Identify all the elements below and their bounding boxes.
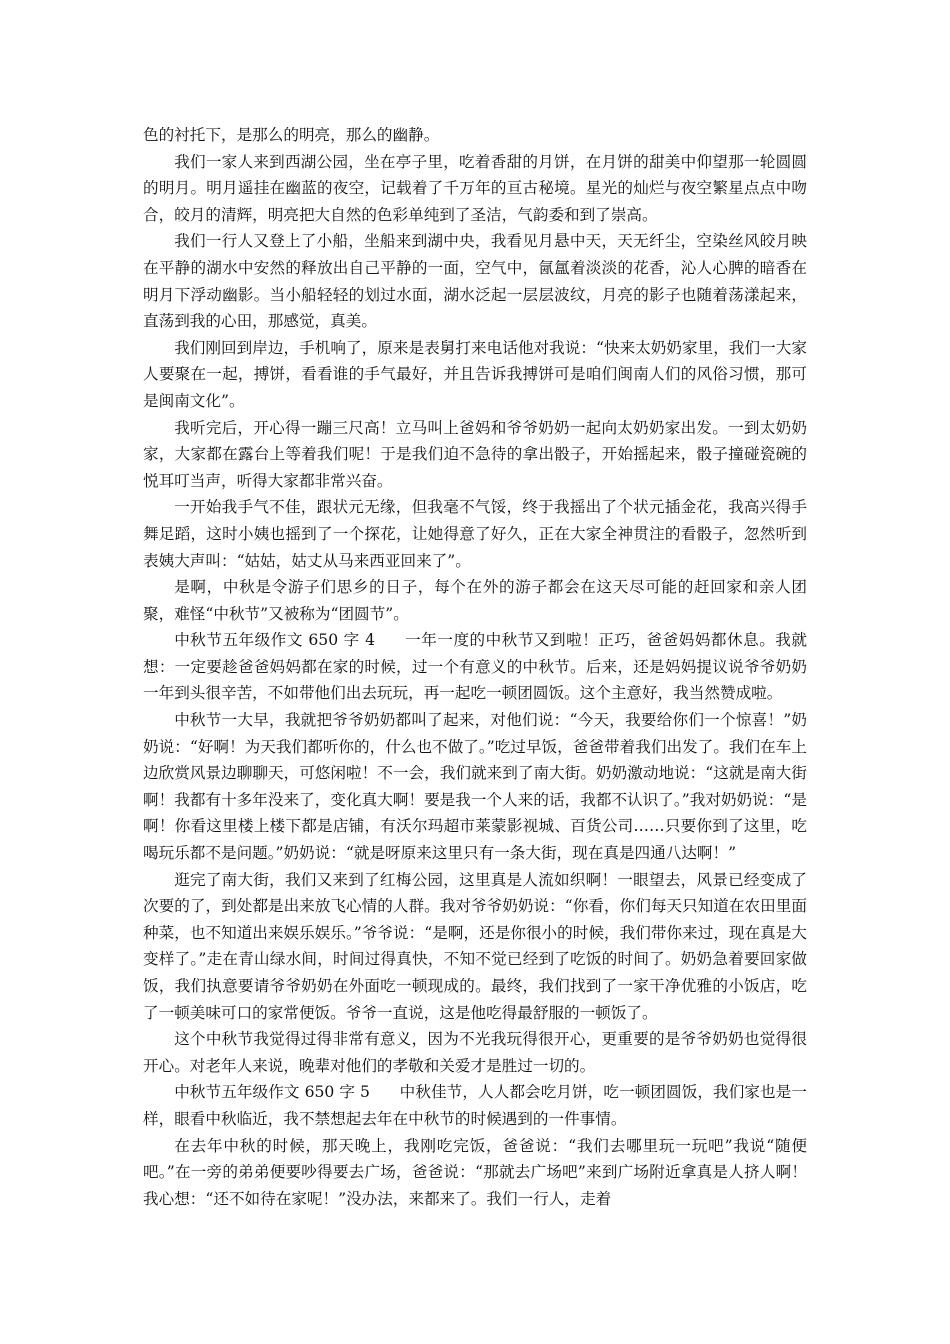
paragraph: 我们刚回到岸边，手机响了，原来是表舅打来电话他对我说：“快来太奶奶家里，我们一大家人要聚在一起，搏饼，看看谁的手气最好，并且告诉我搏饼可是咱们闽南人们的风俗习惯，那可是闽南文化”。 — [143, 338, 807, 410]
paragraph: 我们一家人来到西湖公园，坐在亭子里，吃着香甜的月饼，在月饼的甜美中仰望那一轮圆圆的明月。明月遥挂在幽蓝的夜空，记载着了千万年的亘古秘境。星光的灿烂与夜空繁星点点中吻合，皎月的清辉，明亮把大自然的色彩单纯到了圣洁，气韵委和到了崇高。 — [143, 152, 807, 224]
paragraph-with-heading — [143, 1079, 807, 1132]
essay-heading: 中秋节五年级作文 650 字 5 — [174, 1083, 370, 1102]
document-page — [143, 122, 807, 1212]
paragraph: 这个中秋节我觉得过得非常有意义，因为不光我玩得很开心，更重要的是爷爷奶奶也觉得很开心。对老年人来说，晚辈对他们的孝敬和关爱才是胜过一切的。 — [143, 1030, 807, 1075]
paragraph-text: 一年一度的中秋节又到啦！正巧，爸爸妈妈都休息。我就想：一定要趁爸爸妈妈都在家的时候，过一个有意义的中秋节。后来，还是妈妈提议说爷爷奶奶一年到头很辛苦，不如带他们出去玩玩，再一起吃一顿团圆饭。这个主意好，我当然赞成啦。 — [143, 631, 807, 703]
paragraph: 在去年中秋的时候，那天晚上，我刚吃完饭，爸爸说：“我们去哪里玩一玩吧”我说“随便吧。”在一旁的弟弟便要吵得要去广场，爸爸说：“那就去广场吧”来到广场附近拿真是人挤人啊！我心想：“还不如待在家呢！”没办法，来都来了。我们一行人，走着 — [143, 1136, 807, 1208]
paragraph: 是啊，中秋是令游子们思乡的日子，每个在外的游子都会在这天尽可能的赶回家和亲人团聚，难怪“中秋节”又被称为“团圆节”。 — [143, 578, 807, 623]
paragraph-with-heading — [143, 627, 807, 707]
paragraph: 色的衬托下，是那么的明亮，那么的幽静。 — [143, 126, 440, 144]
paragraph: 逛完了南大街，我们又来到了红梅公园，这里真是人流如织啊！一眼望去，风景已经变成了次要的了，到处都是出来放飞心情的人群。我对爷爷奶奶说：“你看，你们每天只知道在农田里面种菜，也不知道出来娱乐娱乐。”爷爷说：“是啊，还是你很小的时候，我们带你来过，现在真是大变样了。”走在青山绿水间，时间过得真快，不知不觉已经到了吃饭的时间了。奶奶急着要回家做饭，我们执意要请爷爷奶奶在外面吃一顿现成的。最终，我们找到了一家干净优雅的小饭店，吃了一顿美味可口的家常便饭。爷爷一直说，这是他吃得最舒服的一顿饭了。 — [143, 870, 807, 1022]
paragraph: 我们一行人又登上了小船，坐船来到湖中央，我看见月悬中天，天无纤尘，空染丝风皎月映在平静的湖水中安然的释放出自己平静的一面，空气中，氤氲着淡淡的花香，沁人心脾的暗香在明月下浮动幽影。当小船轻轻的划过水面，湖水泛起一层层波纹，月亮的影子也随着荡漾起来，直荡到我的心田，那感觉，真美。 — [143, 232, 807, 331]
paragraph: 中秋节一大早，我就把爷爷奶奶都叫了起来，对他们说：“今天，我要给你们一个惊喜！”奶奶说：“好啊！为天我们都听你的，什么也不做了。”吃过早饭，爸爸带着我们出发了。我们在车上边欣赏风景边聊聊天，可悠闲啦！不一会，我们就来到了南大街。奶奶激动地说：“这就是南大街啊！我都有十多年没来了，变化真大啊！要是我一个人来的话，我都不认识了。”我对奶奶说：“是啊！你看这里楼上楼下都是店铺，有沃尔玛超市莱蒙影视城、百货公司……只要你到了这里，吃喝玩乐都不是问题。”奶奶说：“就是呀原来这里只有一条大街，现在真是四通八达啊！” — [143, 711, 807, 863]
paragraph: 我听完后，开心得一蹦三尺高！立马叫上爸妈和爷爷奶奶一起向太奶奶家出发。一到太奶奶家，大家都在露台上等着我们呢！于是我们迫不急待的拿出骰子，开始摇起来，骰子撞碰瓷碗的悦耳叮当声，听得大家都非常兴奋。 — [143, 418, 807, 490]
essay-heading: 中秋节五年级作文 650 字 4 — [174, 631, 376, 650]
paragraph-text: 中秋佳节，人人都会吃月饼，吃一顿团圆饭，我们家也是一样，眼看中秋临近，我不禁想起去年在中秋节的时候遇到的一件事情。 — [143, 1083, 807, 1128]
paragraph: 一开始我手气不佳，跟状元无缘，但我毫不气馁，终于我摇出了个状元插金花，我高兴得手舞足蹈，这时小姨也摇到了一个探花，让她得意了好久，正在大家全神贯注的看骰子，忽然听到表姨大声叫：“姑姑，姑丈从马来西亚回来了”。 — [143, 498, 807, 570]
